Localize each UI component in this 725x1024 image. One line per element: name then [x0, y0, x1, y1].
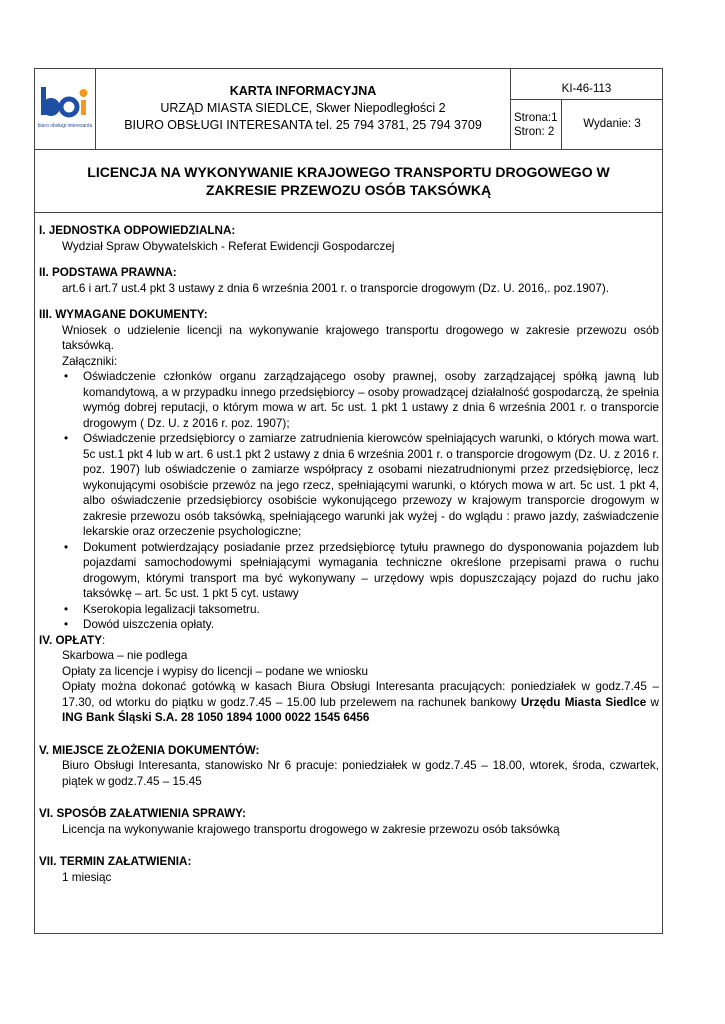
- info-card: [34, 68, 663, 934]
- section-text: Biuro Obsługi Interesanta, stanowisko Nr 6 pracuje: poniedziałek w godz.7.45 – 18.00, wtorek, środa, czwartek, piątek w godz.7.45 – 15.45: [62, 759, 659, 788]
- office-address: URZĄD MIASTA SIEDLCE, Skwer Niepodległości 2: [160, 101, 446, 115]
- heading-colon: :: [102, 633, 106, 647]
- section-text: Licencja na wykonywanie krajowego transportu drogowego w zakresie przewozu osób taksówką: [62, 822, 560, 836]
- section-text: Opłaty za licencje i wypisy do licencji – podane we wniosku: [62, 664, 368, 678]
- bullet-icon: •: [64, 432, 69, 445]
- section-heading: III. WYMAGANE DOKUMENTY:: [39, 308, 208, 321]
- section-heading-text: IV. OPŁATY: [39, 633, 102, 647]
- section-heading: [39, 633, 659, 649]
- doc-title-line1: LICENCJA NA WYKONYWANIE KRAJOWEGO TRANSPORTU DROGOWEGO W: [87, 164, 610, 180]
- list-item-text: Oświadczenie przedsiębiorcy o zamiarze zatrudnienia kierowców spełniających warunki, o których mowa wart. 5c ust.1 pkt 4 lub w art. 6 ust.1 pkt 2 ustawy z dnia 6 września 2001 r. o transporcie drogowym (Dz. U. z 2016 r. poz. 1907) lub oświadczenie o zamiarze współpracy z osobami niezatrudnionymi przez przedsiębiorcę, lecz wykonującymi osobiście przewóz na jego rzecz, spełniającymi warunki, o których mowa w art. 5c ust. 1 pkt 4, albo oświadczenie przedsiębiorcy osobiście wykonującego przewozy w krajowym transporcie drogowym w zakresie przewozu osób taksówką, spełniającego warunki jak wyżej - do wglądu : prawo jazdy, zaświadczenie lekarskie oraz orzeczenie psychologiczne;: [83, 432, 659, 538]
- content: [39, 223, 659, 885]
- list-item: [39, 431, 659, 540]
- list-item: [39, 369, 659, 431]
- payment-text: w: [646, 695, 659, 709]
- section-heading: V. MIEJSCE ZŁOŻENIA DOKUMENTÓW:: [39, 743, 260, 757]
- bullet-icon: •: [64, 602, 69, 616]
- list-item: [39, 540, 659, 602]
- page-count: Stron: 2: [514, 126, 555, 138]
- bullet-icon: •: [64, 540, 69, 554]
- boi-logo-icon: [35, 69, 95, 149]
- card-heading: KARTA INFORMACYJNA: [229, 84, 377, 98]
- list-item-text: Dokument potwierdzający posiadanie przez przedsiębiorcę tytułu prawnego do dysponowania pojazdem lub pojazdami samochodowymi spełniającymi wymagania techniczne określone przepisami prawa o ruchu drogowym, którymi transport ma być wykonywany – urzędowy wpis dopuszczający pojazd do ruchu jako taksówkę – art. 5c ust. 1 pkt 5 cyt. ustawy: [83, 540, 659, 600]
- page-number: Strona:1: [514, 112, 558, 124]
- list-item-text: Oświadczenie członków organu zarządzającego osoby prawnej, osoby zarządzającej spółką jawną lub komandytową, a w przypadku innego przedsiębiorcy – osoby prowadzącej działalność gospodarczą, że spełnia wymóg dobrej reputacji, o którym mowa w art. 5c ust. 1 pkt 1 ustawy z dnia 6 września 2001 r. o transporcie drogowym ( Dz. U. z 2016 r. poz. 1907);: [83, 370, 659, 430]
- logo-subtitle: biuro obsługi interesanta: [37, 123, 93, 129]
- bullet-icon: •: [64, 370, 69, 383]
- list-item: [39, 617, 659, 633]
- section-text: Wniosek o udzielenie licencji na wykonywanie krajowego transportu drogowego w zakresie przewozu osób taksówką.: [62, 323, 659, 352]
- page-info: [511, 100, 562, 149]
- section-heading: II. PODSTAWA PRAWNA:: [39, 266, 177, 279]
- list-item: [39, 602, 659, 618]
- list-item-text: Dowód uiszczenia opłaty.: [83, 618, 215, 631]
- header-center: [96, 69, 511, 149]
- bank-account: ING Bank Śląski S.A. 28 1050 1894 1000 0022 1545 6456: [62, 711, 370, 724]
- section-text: Wydział Spraw Obywatelskich - Referat Ewidencji Gospodarczej: [62, 239, 395, 253]
- office-contact: BIURO OBSŁUGI INTERESANTA tel. 25 794 3781, 25 794 3709: [124, 118, 482, 132]
- header: [35, 69, 662, 150]
- bullet-icon: •: [64, 618, 69, 631]
- section-text: art.6 i art.7 ust.4 pkt 3 ustawy z dnia 6 września 2001 r. o transporcie drogowym (Dz. U. 2016,. poz.1907).: [62, 281, 609, 295]
- payment-text: Opłaty można dokonać gotówką w kasach Biura Obsługi Interesanta pracujących: poniedziałek w godz.7.45 – 17.30, od wtorku do piątku w godz.7.45 – 15.00 lub przelewem na rachunek bankowy: [62, 680, 659, 709]
- edition: Wydanie: 3: [583, 118, 641, 130]
- attachments-label: Załączniki:: [62, 354, 118, 368]
- logo: [35, 69, 96, 149]
- payee-name: Urzędu Miasta Siedlce: [520, 695, 647, 709]
- list-item-text: Kserokopia legalizacji taksometru.: [83, 602, 260, 616]
- section-text: Skarbowa – nie podlega: [62, 649, 188, 662]
- section-heading: VII. TERMIN ZAŁATWIENIA:: [39, 855, 192, 868]
- section-heading: I. JEDNOSTKA ODPOWIEDZIALNA:: [39, 224, 236, 237]
- payment-info: [39, 679, 659, 726]
- section-heading: VI. SPOSÓB ZAŁATWIENIA SPRAWY:: [39, 807, 246, 820]
- doc-code: KI-46-113: [511, 69, 662, 100]
- section-text: 1 miesiąc: [62, 870, 112, 884]
- doc-title: [35, 150, 662, 213]
- attachments-list: [39, 369, 659, 633]
- doc-title-line2: ZAKRESIE PRZEWOZU OSÓB TAKSÓWKĄ: [205, 182, 492, 198]
